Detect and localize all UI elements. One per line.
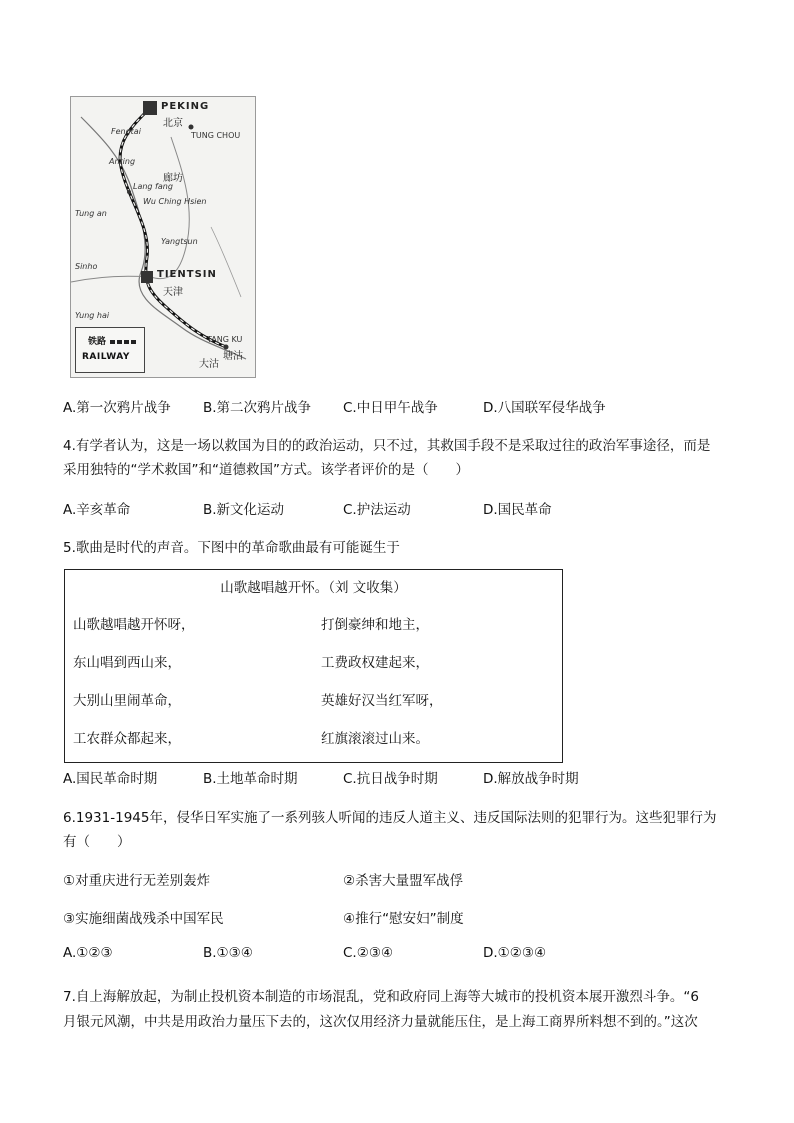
q6-stem-line1: 6.1931-1945年，侵华日军实施了一系列骇人听闻的违反人道主义、违反国际法则的犯罪行为。这些犯罪行为 <box>63 810 717 826</box>
tientsin-city-marker <box>141 271 153 283</box>
railway-map <box>70 96 256 378</box>
q3-option-a: A.第一次鸦片战争 <box>63 400 171 416</box>
map-label-tangku: TANG KU <box>207 335 243 344</box>
q4-option-a: A.辛亥革命 <box>63 502 131 518</box>
song-right-1: 打倒豪绅和地主， <box>321 617 429 633</box>
legend-railway-symbol <box>110 340 138 344</box>
q3-option-c: C.中日甲午战争 <box>343 400 438 416</box>
map-label-tungchou: TUNG CHOU <box>191 131 241 140</box>
map-label-beijing: 北京 <box>163 118 183 129</box>
song-left-3: 大别山里闹革命， <box>73 693 181 709</box>
map-label-tianjin: 天津 <box>163 287 183 298</box>
peking-city-marker <box>143 101 157 115</box>
map-label-tanggu: 塘沽 <box>223 351 243 362</box>
map-label-yangtsun: Yangtsun <box>161 237 198 246</box>
map-label-tientsin: TIENTSIN <box>157 269 217 280</box>
q4-option-b: B.新文化运动 <box>203 502 285 518</box>
q7-stem-line2: 月银元风潮，中共是用政治力量压下去的，这次仅用经济力量就能压住，是上海工商界所料想不到的。”这次 <box>63 1014 698 1030</box>
railway-line <box>120 109 226 347</box>
song-left-4: 工农群众都起来， <box>73 731 181 747</box>
q3-option-d: D.八国联军侵华战争 <box>483 400 606 416</box>
map-label-peking: PEKING <box>161 101 210 112</box>
legend-en: RAILWAY <box>82 352 130 362</box>
map-legend <box>75 327 145 373</box>
q6-item-4: ④推行“慰安妇”制度 <box>343 911 464 927</box>
q5-option-c: C.抗日战争时期 <box>343 771 438 787</box>
q6-option-a: A.①②③ <box>63 945 113 961</box>
river-west <box>71 276 149 282</box>
canal <box>151 137 189 279</box>
map-label-langfang-en: Lang fang <box>133 182 173 191</box>
q4-stem-line1: 4.有学者认为，这是一场以救国为目的的政治运动，只不过，其救国手段不是采取过往的政治军事途径，而是 <box>63 438 711 454</box>
map-label-fengtai: Fengtai <box>111 127 141 136</box>
q5-option-a: A.国民革命时期 <box>63 771 158 787</box>
tungchou-marker <box>189 125 194 130</box>
q4-option-d: D.国民革命 <box>483 502 552 518</box>
langfang-marker <box>127 190 131 194</box>
map-label-wuching: Wu Ching Hsien <box>143 197 207 206</box>
q6-option-b: B.①③④ <box>203 945 253 961</box>
q6-item-1: ①对重庆进行无差别轰炸 <box>63 873 211 889</box>
song-right-4: 红旗滚滚过山来。 <box>321 731 429 747</box>
q3-option-b: B.第二次鸦片战争 <box>203 400 312 416</box>
q4-stem-line2: 采用独特的“学术救国”和“道德救国”方式。该学者评价的是（ ） <box>63 462 469 478</box>
river-east <box>211 227 241 297</box>
map-label-langfang: 廊坊 <box>163 173 183 184</box>
q6-item-3: ③实施细菌战残杀中国军民 <box>63 911 224 927</box>
q5-option-b: B.土地革命时期 <box>203 771 298 787</box>
map-label-dagu: 大沽 <box>199 359 219 370</box>
q6-option-c: C.②③④ <box>343 945 394 961</box>
legend-cn: 铁路 <box>88 337 107 347</box>
song-title: 山歌越唱越开怀。（刘 文收集） <box>220 580 407 596</box>
map-label-anting: Anting <box>109 157 136 166</box>
q6-item-2: ②杀害大量盟军战俘 <box>343 873 464 889</box>
song-lyrics-box <box>64 569 563 763</box>
q6-stem-line2: 有（ ） <box>63 834 131 850</box>
map-label-sinho: Sinho <box>75 262 98 271</box>
q5-stem: 5.歌曲是时代的声音。下图中的革命歌曲最有可能诞生于 <box>63 540 400 556</box>
map-label-yungho: Yung hai <box>75 311 110 320</box>
q6-option-d: D.①②③④ <box>483 945 547 961</box>
q4-option-c: C.护法运动 <box>343 502 411 518</box>
q7-stem-line1: 7.自上海解放起，为制止投机资本制造的市场混乱，党和政府同上海等大城市的投机资本展开激烈斗争。“6 <box>63 989 699 1005</box>
q5-option-d: D.解放战争时期 <box>483 771 579 787</box>
song-left-2: 东山唱到西山来， <box>73 655 181 671</box>
map-label-tungan: Tung an <box>75 209 107 218</box>
song-right-3: 英雄好汉当红军呀， <box>321 693 443 709</box>
song-right-2: 工费政权建起来， <box>321 655 429 671</box>
song-left-1: 山歌越唱越开怀呀， <box>73 617 195 633</box>
